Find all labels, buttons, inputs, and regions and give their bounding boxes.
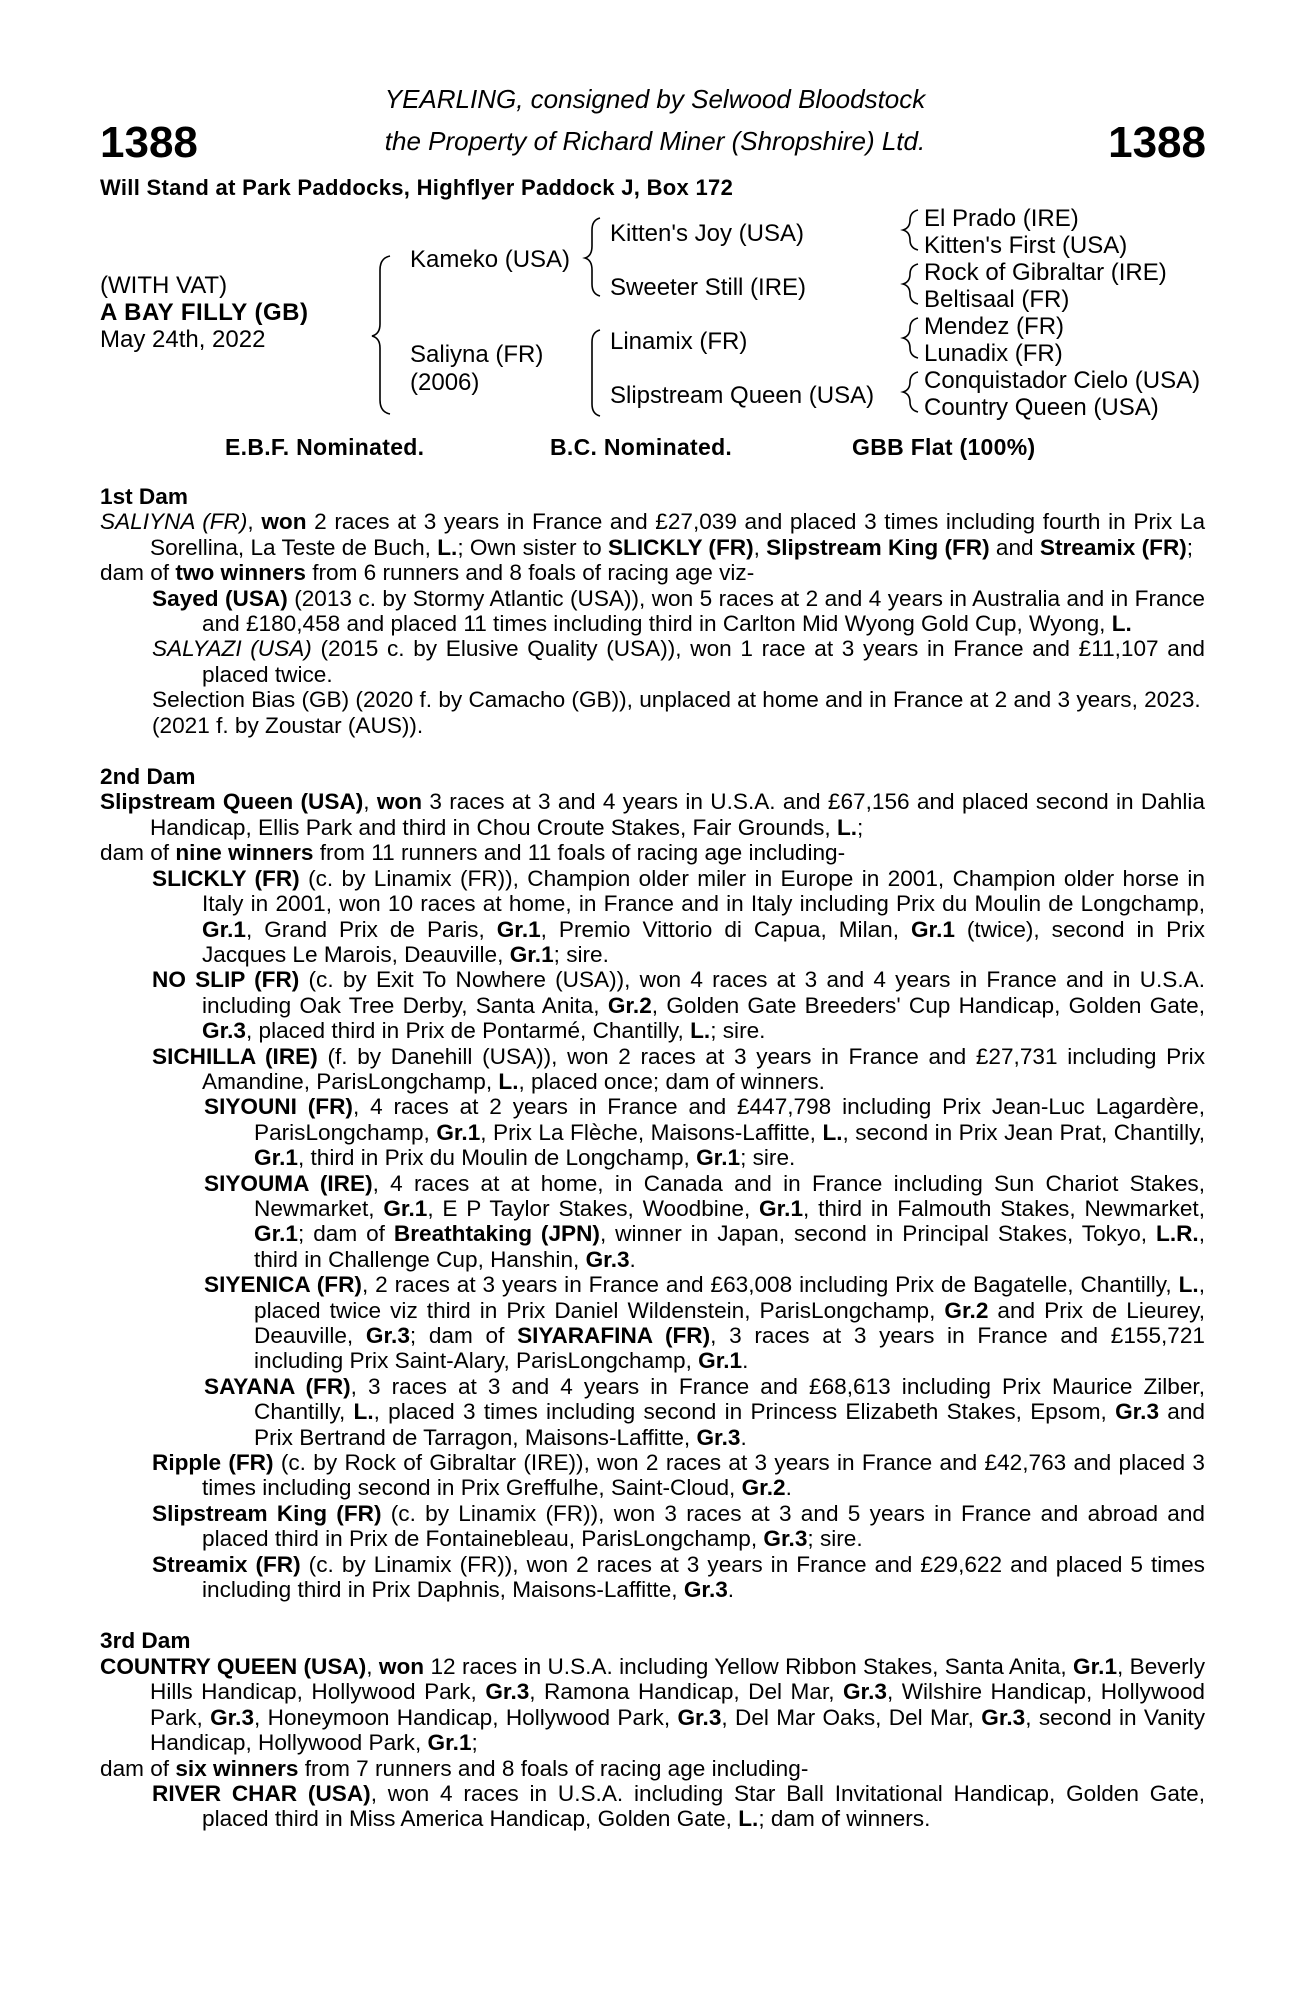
sire: Kameko (USA) xyxy=(410,246,571,273)
second-dam-heading: 2nd Dam xyxy=(100,764,196,790)
third-dam-entry: COUNTRY QUEEN (USA), won 12 races in U.S.A. including Yellow Ribbon Stakes, Santa Anita, Gr.1, Beverly Hills Handicap, Hollywood Park, Gr.3, Ramona Handicap, Del Mar, Gr.3, Wilshire Handicap, Hollywood Park, Gr.3, Honeymoon Handicap, Hollywood Park, Gr.3, Del Mar Oaks, Del Mar, Gr.3, second in Vanity Handicap, Hollywood Park, Gr.1; xyxy=(100,1653,1206,1756)
produce-siyouma: SIYOUMA (IRE), 4 races at at home, in Canada and in France including Sun Chariot Stakes, Newmarket, Gr.1, E P Taylor Stakes, Woodbine, Gr.1, third in Falmouth Stakes, Newmarket, Gr.1; dam of Breathtaking (JPN), winner in Japan, second in Principal Stakes, Tokyo, L.R., third in Challenge Cup, Hanshin, Gr.3. xyxy=(204,1170,1205,1272)
second-dam-produce-summary: dam of nine winners from 11 runners and 11 foals of racing age including- xyxy=(100,840,846,866)
vat-note: (WITH VAT) xyxy=(100,272,228,299)
ebf-nominated: E.B.F. Nominated. xyxy=(225,434,425,460)
produce-no-slip: NO SLIP (FR) (c. by Exit To Nowhere (USA)), won 4 races at 3 and 4 years in France and in U.S.A. including Oak Tree Derby, Santa Anita, Gr.2, Golden Gate Breeders' Cup Handicap, Golden Gate, Gr.3, placed third in Prix de Pontarmé, Chantilly, L.; sire. xyxy=(152,967,1205,1044)
dam: Saliyna (FR) xyxy=(410,341,544,368)
grandsire-4: Beltisaal (FR) xyxy=(924,286,1070,313)
lot-number-right: 1388 xyxy=(1108,118,1206,167)
sire-sire: Kitten's Joy (USA) xyxy=(610,220,804,247)
produce-sichilla: SICHILLA (IRE) (f. by Danehill (USA)), won 2 races at 3 years in France and £27,731 including Prix Amandine, ParisLongchamp, L., placed once; dam of winners. xyxy=(152,1043,1206,1094)
third-dam-produce-summary: dam of six winners from 7 runners and 8 foals of racing age including- xyxy=(100,1755,809,1781)
produce-ripple: Ripple (FR) (c. by Rock of Gibraltar (IRE)), won 2 races at 3 years in France and £42,763 and placed 3 times including second in Prix Greffulhe, Saint-Cloud, Gr.2. xyxy=(152,1450,1205,1501)
produce-sayed: Sayed (USA) (2013 c. by Stormy Atlantic (USA)), won 5 races at 2 and 4 years in Australia and in France and £180,458 and placed 11 times including third in Carlton Mid Wyong Gold Cup, Wyong, L. xyxy=(152,585,1205,637)
horse-name: A BAY FILLY (GB) xyxy=(100,299,309,326)
produce-streamix: Streamix (FR) (c. by Linamix (FR)), won 2 races at 3 years in France and £29,622 and placed 5 times including third in Prix Daphnis, Maisons-Laffitte, Gr.3. xyxy=(152,1551,1205,1603)
consign-line-1: YEARLING, consigned by Selwood Bloodstock xyxy=(384,84,926,114)
produce-slickly: SLICKLY (FR) (c. by Linamix (FR)), Champion older miler in Europe in 2001, Champion older horse in Italy in 2001, won 10 races at home, in France and in Italy including Prix du Moulin de Longchamp, Gr.1, Grand Prix de Paris, Gr.1, Premio Vittorio di Capua, Milan, Gr.1 (twice), second in Prix Jacques Le Marois, Deauville, Gr.1; sire. xyxy=(152,865,1205,967)
second-dam-entry: Slipstream Queen (USA), won 3 races at 3 and 4 years in U.S.A. and £67,156 and placed second in Dahlia Handicap, Ellis Park and third in Chou Croute Stakes, Fair Grounds, L.; xyxy=(100,789,1205,840)
lot-number-left: 1388 xyxy=(100,118,198,167)
sire-dam: Sweeter Still (IRE) xyxy=(610,274,807,301)
grandsire-5: Mendez (FR) xyxy=(924,313,1065,340)
grandsire-6: Lunadix (FR) xyxy=(924,340,1063,367)
produce-river-char: RIVER CHAR (USA), won 4 races in U.S.A. including Star Ball Invitational Handicap, Golden Gate, placed third in Miss America Handicap, Golden Gate, L.; dam of winners. xyxy=(152,1780,1206,1832)
grandsire-8: Country Queen (USA) xyxy=(924,394,1159,421)
first-dam-produce-summary: dam of two winners from 6 runners and 8 foals of racing age viz- xyxy=(100,560,755,586)
gbb-flat: GBB Flat (100%) xyxy=(852,434,1036,460)
produce-siyenica: SIYENICA (FR), 2 races at 3 years in France and £63,008 including Prix de Bagatelle, Chantilly, L., placed twice viz third in Prix Daniel Wildenstein, ParisLongchamp, Gr.2 and Prix de Lieurey, Deauville, Gr.3; dam of SIYARAFINA (FR), 3 races at 3 years in France and £155,721 including Prix Saint-Alary, ParisLongchamp, Gr.1. xyxy=(204,1272,1205,1374)
grandsire-1: El Prado (IRE) xyxy=(924,205,1079,232)
third-dam-heading: 3rd Dam xyxy=(100,1628,191,1654)
consign-line-2: the Property of Richard Miner (Shropshire) Ltd. xyxy=(384,126,926,156)
produce-salyazi: SALYAZI (USA) (2015 c. by Elusive Quality (USA)), won 1 race at 3 years in France and £11,107 and placed twice. xyxy=(152,636,1205,687)
produce-2021-filly: (2021 f. by Zoustar (AUS)). xyxy=(152,712,424,738)
bc-nominated: B.C. Nominated. xyxy=(550,434,733,460)
first-dam-entry: SALIYNA (FR), won 2 races at 3 years in France and £27,039 and placed 3 times including fourth in Prix La Sorellina, La Teste de Buch, L.; Own sister to SLICKLY (FR), Slipstream King (FR) and Streamix (FR); xyxy=(100,509,1206,560)
dam-sire: Linamix (FR) xyxy=(610,328,748,355)
produce-sayana: SAYANA (FR), 3 races at 3 and 4 years in France and £68,613 including Prix Maurice Zilber, Chantilly, L., placed 3 times including second in Princess Elizabeth Stakes, Epsom, Gr.3 and Prix Bertrand de Tarragon, Maisons-Laffitte, Gr.3. xyxy=(204,1373,1205,1450)
produce-siyouni: SIYOUNI (FR), 4 races at 2 years in France and £447,798 including Prix Jean-Luc Lagardère, ParisLongchamp, Gr.1, Prix La Flèche, Maisons-Laffitte, L., second in Prix Jean Prat, Chantilly, Gr.1, third in Prix du Moulin de Longchamp, Gr.1; sire. xyxy=(204,1094,1205,1171)
dam-year: (2006) xyxy=(410,369,480,396)
produce-selection-bias: Selection Bias (GB) (2020 f. by Camacho (GB)), unplaced at home and in France at 2 and 3 years, 2023. xyxy=(152,687,1201,713)
grandsire-3: Rock of Gibraltar (IRE) xyxy=(924,259,1167,286)
grandsire-2: Kitten's First (USA) xyxy=(924,232,1128,259)
stand-location: Will Stand at Park Paddocks, Highflyer Paddock J, Box 172 xyxy=(100,175,734,200)
dam-dam: Slipstream Queen (USA) xyxy=(610,382,875,409)
catalogue-body xyxy=(100,484,1205,1832)
foaling-date: May 24th, 2022 xyxy=(100,326,266,353)
produce-slipstream-king: Slipstream King (FR) (c. by Linamix (FR)), won 3 races at 3 and 5 years in France and abroad and placed third in Prix de Fontainebleau, ParisLongchamp, Gr.3; sire. xyxy=(152,1500,1205,1552)
grandsire-7: Conquistador Cielo (USA) xyxy=(924,367,1201,394)
first-dam-heading: 1st Dam xyxy=(100,484,188,509)
